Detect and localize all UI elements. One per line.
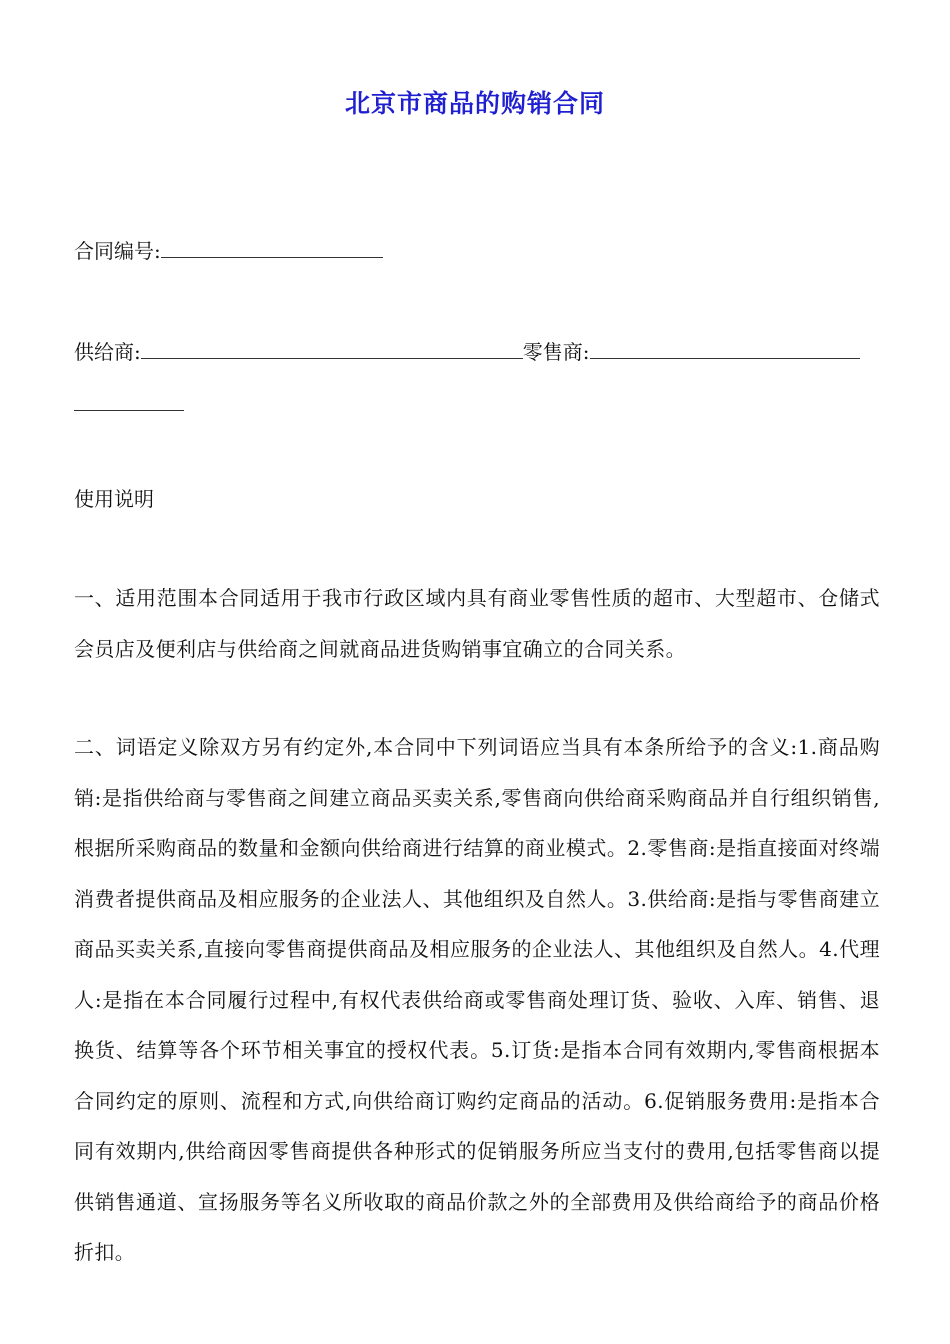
document-title: 北京市商品的购销合同 xyxy=(344,89,605,118)
contract-number-line xyxy=(74,237,383,265)
contract-number-blank xyxy=(161,237,383,258)
supplier-label: 供给商: xyxy=(74,340,141,364)
supplier-blank xyxy=(141,338,523,359)
contract-number-label: 合同编号: xyxy=(74,239,161,263)
retailer-blank-2 xyxy=(74,390,184,411)
parties-line xyxy=(74,338,860,366)
retailer-label: 零售商: xyxy=(522,340,590,364)
retailer-blank xyxy=(590,338,860,359)
retailer-blank-continued xyxy=(74,390,184,418)
paragraph-scope: 一、适用范围本合同适用于我市行政区域内具有商业零售性质的超市、大型超市、仓储式会员店及便利店与供给商之间就商品进货购销事宜确立的合同关系。 xyxy=(74,586,880,661)
usage-heading: 使用说明 xyxy=(74,487,154,511)
paragraph-definitions: 二、词语定义除双方另有约定外,本合同中下列词语应当具有本条所给予的含义:1.商品购销:是指供给商与零售商之间建立商品买卖关系,零售商向供给商采购商品并自行组织销售,根据所采购商品的数量和金额向供给商进行结算的商业模式。2.零售商:是指直接面对终端消费者提供商品及相应服务的企业法人、其他组织及自然人。3.供给商:是指与零售商建立商品买卖关系,直接向零售商提供商品及相应服务的企业法人、其他组织及自然人。4.代理人:是指在本合同履行过程中,有权代表供给商或零售商处理订货、验收、入库、销售、退换货、结算等各个环节相关事宜的授权代表。5.订货:是指本合同有效期内,零售商根据本合同约定的原则、流程和方式,向供给商订购约定商品的活动。6.促销服务费用:是指本合同有效期内,供给商因零售商提供各种形式的促销服务所应当支付的费用,包括零售商以提供销售通道、宣扬服务等名义所收取的商品价款之外的全部费用及供给商给予的商品价格折扣。 xyxy=(74,735,880,1264)
